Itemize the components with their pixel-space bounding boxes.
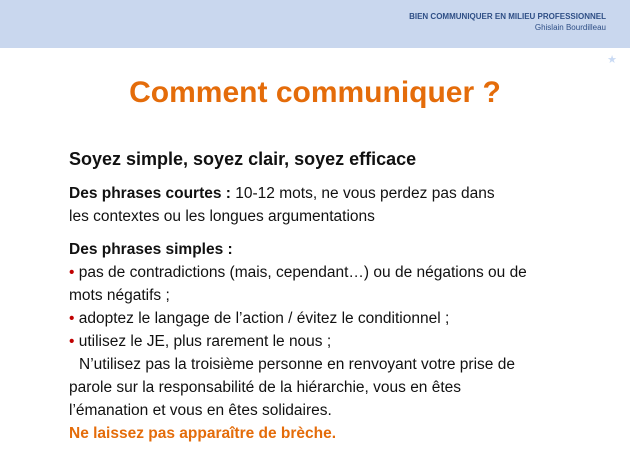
slide-title: Comment communiquer ? [129,76,501,109]
third-person-paragraph-line-1: N’utilisez pas la troisième personne en renvoyant votre prise de [79,356,515,373]
bullet-item-2 [69,307,594,330]
slide-subheading: Soyez simple, soyez clair, soyez efficace [69,149,417,169]
bullet-icon: • [69,264,75,281]
bullet-icon: • [69,333,75,350]
simple-sentences-block [69,238,594,445]
short-sentences-block [69,182,594,228]
header-author: Ghislain Bourdilleau [534,23,606,32]
short-sentences-label: Des phrases courtes : [69,185,231,202]
bullet-item-1-text-line-2: mots négatifs ; [69,287,170,304]
bullet-item-3 [69,330,594,353]
header-title: BIEN COMMUNIQUER EN MILIEU PROFESSIONNEL [409,12,606,21]
bullet-item-3-text: utilisez le JE, plus rarement le nous ; [74,333,332,350]
short-sentences-text-2: les contextes ou les longues argumentations [69,208,375,225]
simple-sentences-label: Des phrases simples : [69,241,233,258]
header-bar [0,0,630,48]
third-person-paragraph-line-3: l’émanation et vous en êtes solidaires. [69,402,332,419]
short-sentences-text-1: 10-12 mots, ne vous perdez pas dans [230,185,495,202]
bullet-item-1-text-line-1: pas de contradictions (mais, cependant…) ou de négations ou de [74,264,527,281]
short-sentences-line-1 [69,182,594,205]
third-person-paragraph-line-2: parole sur la responsabilité de la hiérarchie, vous en êtes [69,379,462,396]
bullet-item-1 [69,261,594,284]
bullet-icon: • [69,310,75,327]
star-icon: ★ [607,54,617,66]
bullet-item-2-text: adoptez le langage de l’action / évitez le conditionnel ; [74,310,450,327]
warning-text: Ne laissez pas apparaître de brèche. [69,425,337,442]
